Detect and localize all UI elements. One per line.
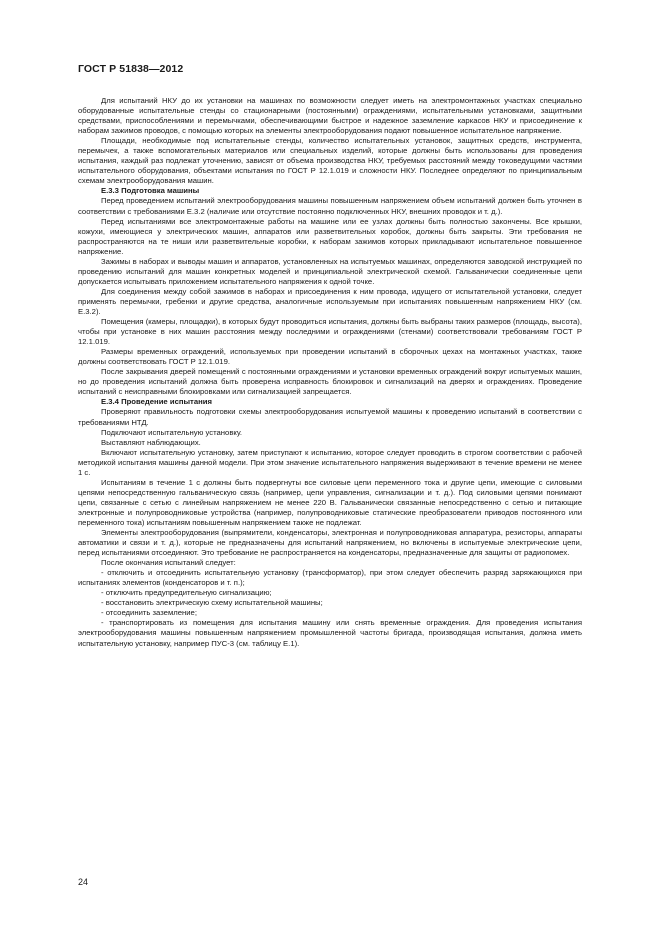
paragraph: Помещения (камеры, площадки), в которых будут проводиться испытания, должны быть выбраны таких размеров (площадь, высота), чтобы при установке в них машин расстояния между последними и ограждениями (стенами) соответствовали требованиям ГОСТ Р 12.1.019.: [78, 317, 582, 347]
document-body: [78, 96, 582, 649]
paragraph: Включают испытательную установку, затем приступают к испытанию, которое следует проводить в строгом соответствии с рабочей методикой испытания машины данной модели. При этом значение испытательного напряжения выдерживают в течение времени не менее 1 с.: [78, 447, 582, 477]
paragraph: Выставляют наблюдающих.: [101, 437, 201, 447]
section-heading: Е.3.4 Проведение испытания: [101, 397, 212, 407]
list-item: - отсоединить заземление;: [101, 608, 197, 618]
paragraph: Площади, необходимые под испытательные стенды, количество испытательных установок, защитных средств, инструмента, перемычек, а также вспомогательных материалов или специальных изделий, которые должны быть использованы для проведения испытания, каждый раз подлежат уточнению, зависят от объема производства НКУ, требуемых расстояний между токоведущими частями испытательного оборудования, объектами испытания по ГОСТ Р 12.1.019 и сложности НКУ. Последнее определяют по принципиальным схемам электрооборудования машин.: [78, 136, 582, 186]
paragraph: Проверяют правильность подготовки схемы электрооборудования испытуемой машины к проведению испытаний в соответствии с требованиями НТД.: [78, 407, 582, 427]
paragraph: Зажимы в наборах и выводы машин и аппаратов, установленных на испытуемых машинах, определяются заводской инструкцией по проведению испытаний для машин конкретных моделей и принципиальной электрической схемой. Гальванически соединенные цепи допускается испытывать приложением испытательного напряжения к одной точке.: [78, 256, 582, 286]
paragraph: После закрывания дверей помещений с постоянными ограждениями и установки временных ограждений вокруг испытуемых машин, но до проведения испытаний должна быть проверена исправность блокировок и сигнализаций на дверях и ограждениях. Проведение испытаний с неисправными блокировками или сигнализацией запрещается.: [78, 367, 582, 397]
list-item: - восстановить электрическую схему испытательной машины;: [101, 598, 323, 608]
paragraph: Перед проведением испытаний электрооборудования машины повышенным напряжением объем испытаний должен быть уточнен в соответствии с требованиями Е.3.2 (наличие или отсутствие постоянно подключенных НКУ, внешних проводок и т. д.).: [78, 196, 582, 216]
page-number: 24: [78, 877, 89, 887]
paragraph: После окончания испытаний следует:: [101, 558, 236, 568]
paragraph: Для испытаний НКУ до их установки на машинах по возможности следует иметь на электромонтажных участках специально оборудованные испытательные стенды со стационарными (постоянными) ограждениями, испытательными установками, защитными средствами, приспособлениями и перемычками, обеспечивающими быстрое и надежное заземление каркасов НКУ и присоединение к наборам зажимов проводов, с помощью которых на элементы электрооборудования подают повышенное испытательное напряжение.: [78, 96, 582, 136]
document-header: ГОСТ Р 51838—2012: [78, 63, 184, 75]
section-heading: Е.3.3 Подготовка машины: [101, 186, 200, 196]
paragraph: Перед испытаниями все электромонтажные работы на машине или ее узлах должны быть полностью закончены. Все крышки, кожухи, имеющиеся у электрических машин, аппаратов или разветвительных коробок, должны быть закрыты. Эти требования не распространяются на те ниши или разветвительные коробки, к наборам зажимов которых прикладывают испытательное повышенное напряжение.: [78, 216, 582, 256]
paragraph: Для соединения между собой зажимов в наборах и присоединения к ним провода, идущего от испытательной установки, следует применять перемычки, гребенки и другие средства, аналогичные используемым при испытаниях повышенным напряжением НКУ (см. Е.3.2).: [78, 286, 582, 316]
list-item: - отключить и отсоединить испытательную установку (трансформатор), при этом следует обеспечить разряд заряжающихся при испытаниях элементов (конденсаторов и т. п.);: [78, 568, 582, 588]
paragraph: Элементы электрооборудования (выпрямители, конденсаторы, электронная и полупроводниковая аппаратура, резисторы, аппараты автоматики и связи и т. д.), которые не предназначены для испытаний напряжением, но включены в испытуемые электрические цепи, перед испытаниями отсоединяют. Это требование не распространяется на конденсаторы, предназначенные для защиты от радиопомех.: [78, 528, 582, 558]
paragraph: Размеры временных ограждений, используемых при проведении испытаний в сборочных цехах на монтажных участках, также должны соответствовать ГОСТ Р 12.1.019.: [78, 347, 582, 367]
paragraph: Испытаниям в течение 1 с должны быть подвергнуты все силовые цепи переменного тока и другие цепи, имеющие с силовыми цепями непосредственную гальваническую связь (например, цепи управления, сигнализации и т. д.). Под силовыми цепями понимают цепи, связанные с сетью с линейным напряжением не менее 220 В. Гальванически связанные непосредственно с сетью и питающие электронные и полупроводниковые устройства (например, полупроводниковые статические преобразователи приводов постоянного или переменного тока) испытаниям повышенным напряжением также не подлежат.: [78, 477, 582, 527]
list-item: - отключить предупредительную сигнализацию;: [101, 588, 272, 598]
paragraph: Подключают испытательную установку.: [101, 427, 243, 437]
list-item: - транспортировать из помещения для испытания машину или снять временные ограждения. Для проведения испытания электрооборудования машины повышенным напряжением промышленной частоты бригада, производящая испытания, должна иметь испытательную установку, например ПУС-3 (см. таблицу Е.1).: [78, 618, 582, 648]
